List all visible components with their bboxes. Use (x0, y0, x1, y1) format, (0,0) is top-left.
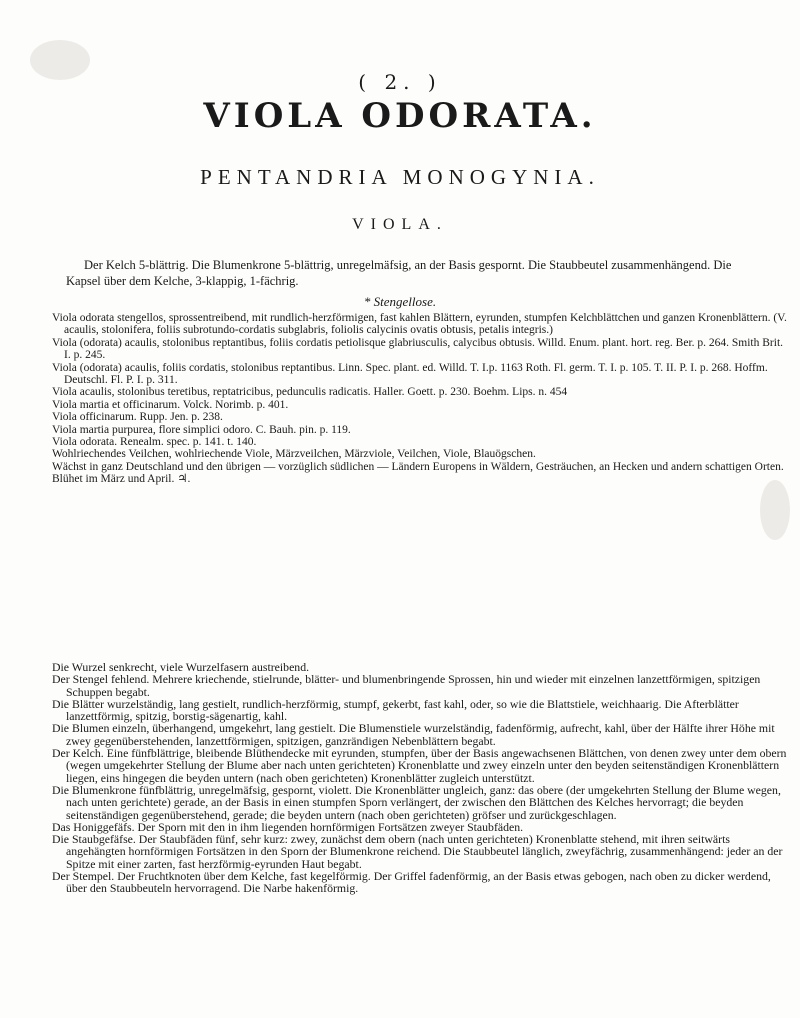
linnaean-classification: PENTANDRIA MONOGYNIA. (200, 165, 600, 189)
flowering-time: Blühet im März und April. ♃. (52, 473, 191, 486)
genus-heading: VIOLA. (352, 216, 448, 233)
description-calyx: Der Kelch. Eine fünfblättrige, bleibende Blüthendecke mit eyrunden, stumpfen, über der Basis angewachsenen Blättchen, von denen zwey unter dem obern (wegen umgekehrter Stellung der Blume aber nach unten gerichteten) Kronenblatte und zwey einzeln unter den beyden seitenständigen Kronenblättern liegen, eins hingegen die beyden untern (nach oben gerichteten) Kronenblätter zugleich unterstützt. (52, 746, 787, 785)
description-corolla: Die Blumenkrone fünfblättrig, unregelmäfsig, gespornt, violett. Die Kronenblätter ungleich, ganz: das obere (der umgekehrten Stellung der Blume wegen, nach unten gerichtete) gerade, an der Basis in einen stumpfen Sporn verlängert, der zwischen den Blättchen des Kelches hervorragt; die beyden seitenständigen gegenüberstehend, gerade; die beyden untern (nach oben gerichteten) gröfser und zurückgeschlagen. (52, 782, 781, 822)
morphological-description (52, 661, 792, 895)
synonym-entry: Viola martia et officinarum. Volck. Norimb. p. 401. (52, 398, 289, 411)
description-pistil: Der Stempel. Der Fruchtknoten über dem Kelche, fast kegelförmig. Der Griffel fadenförmig, an der Basis etwas gebogen, nach oben zu dicker werdend, über den Staubbeuteln hervorragend. Die Narbe hakenförmig. (52, 869, 771, 896)
description-stem: Der Stengel fehlend. Mehrere kriechende, stielrunde, blätter- und blumenbringende Sprossen, hin und wieder mit einzelnen lanzettförmigen, spitzigen Schuppen begabt. (52, 672, 761, 699)
synonymy-block (52, 312, 792, 486)
genus-characters: Der Kelch 5-blättrig. Die Blumenkrone 5-blättrig, unregelmäfsig, an der Basis gespornt. Die Staubbeutel zusammenhängend. Die Kapsel über dem Kelche, 3-klappig, 1-fächrig. (66, 257, 732, 288)
synonym-entry: Viola (odorata) acaulis, stolonibus reptantibus, foliis cordatis petiolisque glabriusculis, calycibus obtusis. Willd. Enum. plant. hort. reg. Ber. p. 264. Smith Brit. I. p. 245. (52, 336, 784, 362)
synonym-entry: Viola martia purpurea, flore simplici odoro. C. Bauh. pin. p. 119. (52, 423, 351, 436)
page-title: VIOLA ODORATA. (203, 96, 597, 136)
page-number: ( 2. ) (358, 70, 442, 94)
synonym-entry: Viola (odorata) acaulis, foliis cordatis, stolonibus reptantibus. Linn. Spec. plant. ed. Willd. T. I.p. 1163 Roth. Fl. germ. T. I. p. 105. T. II. P. I. p. 268. Hoffm. Deutschl. Fl. P. I. p. 311. (52, 361, 768, 387)
habitat: Wächst in ganz Deutschland und den übrigen — vorzüglich südlichen — Ländern Europens in Wäldern, Gesträuchen, an Hecken und andern schattigen Orten. (52, 460, 784, 473)
description-flowers: Die Blumen einzeln, überhangend, umgekehrt, lang gestielt. Die Blumenstiele wurzelständig, fadenförmig, aufrecht, kahl, über der Hälfte ihrer Höhe mit zwey gegenüberstehenden, lanzettförmigen, spitzigen, ganzrändigen Nebenblättern begabt. (52, 721, 775, 748)
species-diagnosis: Viola odorata stengellos, sprossentreibend, mit rundlich-herzförmigen, fast kahlen Blättern, eyrunden, stumpfen Kelchblättchen und ganzen Kronenblättern. (V. acaulis, stolonifera, foliis subrotundo-cordatis subglabris, foliolis calycinis ovatis obtusis, petalis integris.) (52, 312, 787, 337)
synonym-entry: Viola odorata. Renealm. spec. p. 141. t. 140. (52, 436, 257, 449)
description-nectary: Das Honiggefäfs. Der Sporn mit den in ihm liegenden hornförmigen Fortsätzen zweyer Staubfäden. (52, 819, 524, 834)
common-names: Wohlriechendes Veilchen, wohlriechende Viole, Märzveilchen, Märzviole, Veilchen, Viole, Blauögschen. (52, 448, 536, 461)
synonym-entry: Viola acaulis, stolonibus teretibus, reptatricibus, pedunculis radicatis. Haller. Goett. p. 230. Boehm. Lips. n. 454 (52, 386, 568, 399)
description-leaves: Die Blätter wurzelständig, lang gestielt, rundlich-herzförmig, stumpf, gekerbt, fast kahl, oder, so wie die Blattstiele, weichhaarig. Die Afterblätter lanzettförmig, spitzig, borstig-sägenartig, kahl. (52, 696, 739, 724)
description-root: Die Wurzel senkrecht, viele Wurzelfasern austreibend. (52, 660, 310, 674)
subdivision-heading: * Stengellose. (363, 294, 437, 309)
synonym-entry: Viola officinarum. Rupp. Jen. p. 238. (52, 411, 223, 424)
description-stamens: Die Staubgefäfse. Der Staubfäden fünf, sehr kurz: zwey, zunächst dem obern (nach unten gerichteten) Kronenblatte stehend, mit ihren seitwärts angehängten hornförmigen Fortsätzen in den Sporn der Blumenkrone reichend. Die Staubbeutel länglich, zweyfächrig, zusammenhängend: jeder an der Spitze mit einer zarten, fast herzförmig-eyrunden Haut begabt. (52, 832, 783, 871)
paper-stain (760, 480, 790, 540)
